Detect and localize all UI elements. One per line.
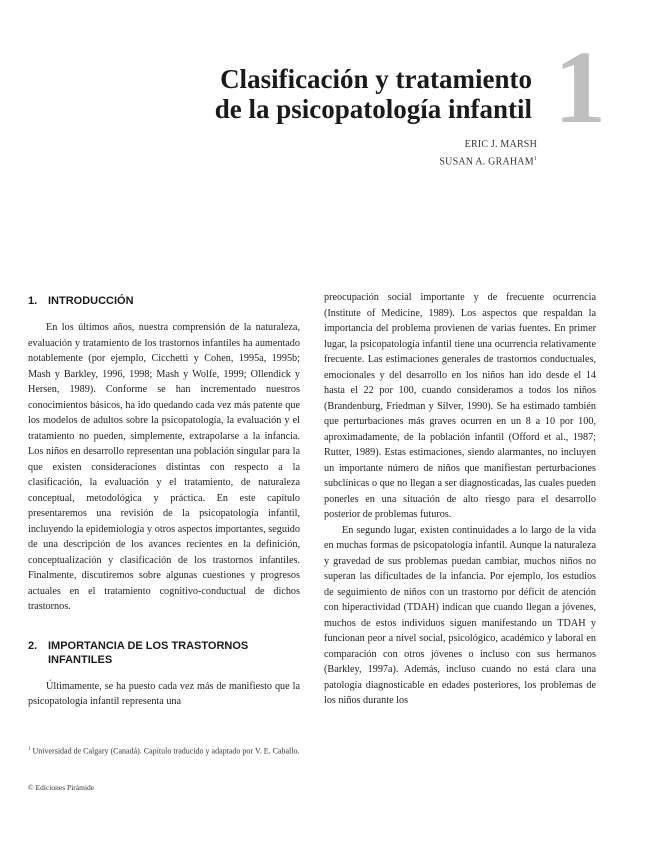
chapter-title-line-2: de la psicopatología infantil bbox=[214, 94, 532, 124]
author-list bbox=[439, 137, 537, 169]
left-column bbox=[28, 290, 300, 710]
section-1-heading bbox=[28, 294, 300, 308]
right-paragraph-1: preocupación social importante y de frecuente ocurrencia (Institute of Medicine, 1989). Los aspectos que respaldan la importancia del problema provienen de varias fuentes. En primer lugar, la psicopatología infantil tiene una ocurrencia relativamente frecuente. Las estimaciones generales de trastornos conductuales, emocionales y del desarrollo en los niños han ido desde el 14 hasta el 22 por 100, cuando consideramos a todos los niños (Brandenburg, Friedman y Silver, 1990). Se ha estimado también que perturbaciones más graves ocurren en un 8 a 10 por 100, aproximadamente, de la población infantil (Offord et al., 1987; Rutter, 1989). Estas estimaciones, siendo alarmantes, no incluyen un importante número de niños que manifiestan perturbaciones subclínicas o que no llegan a ser diagnosticadas, las cuales pueden ponerles en una situación de alto riesgo para el desarrollo posterior de problemas futuros. bbox=[324, 292, 596, 520]
author-1 bbox=[439, 137, 537, 152]
right-paragraph-2: En segundo lugar, existen continuidades a lo largo de la vida en muchas formas de psicopatología infantil. Aunque la naturaleza y gravedad de sus problemas puedan cambiar, muchos niños no superan las dificultades de la infancia. Por ejemplo, los estudios de seguimiento de niños con un trastorno por déficit de atención con hiperactividad (TDAH) indican que cuando llegan a jóvenes, muchos de estos individuos siguen manifestando un TDAH y funcionan peor a nivel social, psicológico, académico y laboral en comparación con otros jóvenes o incluso con sus hermanos (Barkley, 1997a). Además, incluso cuando no está clara una patología diagnosticable en edades posteriores, los problemas de los niños durante los bbox=[324, 524, 596, 706]
chapter-title bbox=[150, 64, 532, 124]
author-name: SUSAN A. GRAHAM bbox=[439, 156, 534, 168]
author-2 bbox=[439, 152, 537, 169]
chapter-number: 1 bbox=[554, 30, 606, 145]
author-footnote-marker: 1 bbox=[533, 156, 537, 162]
section-title-line-1: IMPORTANCIA DE LOS TRASTORNOS bbox=[48, 639, 249, 652]
section-number: 1. bbox=[28, 295, 38, 307]
section-number: 2. bbox=[28, 639, 38, 652]
section-title: INTRODUCCIÓN bbox=[48, 295, 134, 307]
right-column bbox=[324, 290, 596, 709]
section-1-paragraph: En los últimos años, nuestra comprensión de la naturaleza, evaluación y tratamiento de los trastornos infantiles ha aumentado notablemente (por ejemplo, Cicchetti y Cohen, 1995a, 1995b; Mash y Barkley, 1996, 1998; Mash y Wolfe, 1999; Ollendick y Hersen, 1989). Conforme se han incrementado nuestros conocimientos básicos, ha ido quedando cada vez más patente que los modelos de adultos sobre la psicopatología, la evaluación y el tratamiento no pueden, simplemente, extrapolarse a la infancia. Los niños en desarrollo representan una población singular para la que existen consideraciones distintas con respecto a la clasificación, la evaluación y el tratamiento, de naturaleza conceptual, metodológica y práctica. En este capítulo presentaremos una revisión de la psicopatología infantil, incluyendo la epidemiología y otros aspectos importantes, seguido de una descripción de los avances recientes en la definición, conceptualización y clasificación de los trastornos infantiles. Finalmente, discutiremos sobre algunas cuestiones y progresos actuales en el tratamiento cognitivo-conductual de dichos trastornos. bbox=[28, 322, 300, 612]
footnote bbox=[28, 744, 300, 757]
author-name: ERIC J. MARSH bbox=[464, 139, 537, 150]
chapter-title-line-1: Clasificación y tratamiento bbox=[220, 64, 532, 94]
section-2-heading bbox=[28, 639, 300, 667]
section-2-paragraph: Últimamente, se ha puesto cada vez más de manifiesto que la psicopatología infantil representa una bbox=[28, 680, 300, 707]
section-title-line-2: INFANTILES bbox=[48, 653, 113, 666]
footnote-marker: 1 bbox=[28, 747, 31, 752]
footnote-text: Universidad de Calgary (Canadá). Capítulo traducido y adaptado por V. E. Caballo. bbox=[32, 746, 300, 756]
copyright-notice: © Ediciones Pirámide bbox=[28, 783, 95, 792]
